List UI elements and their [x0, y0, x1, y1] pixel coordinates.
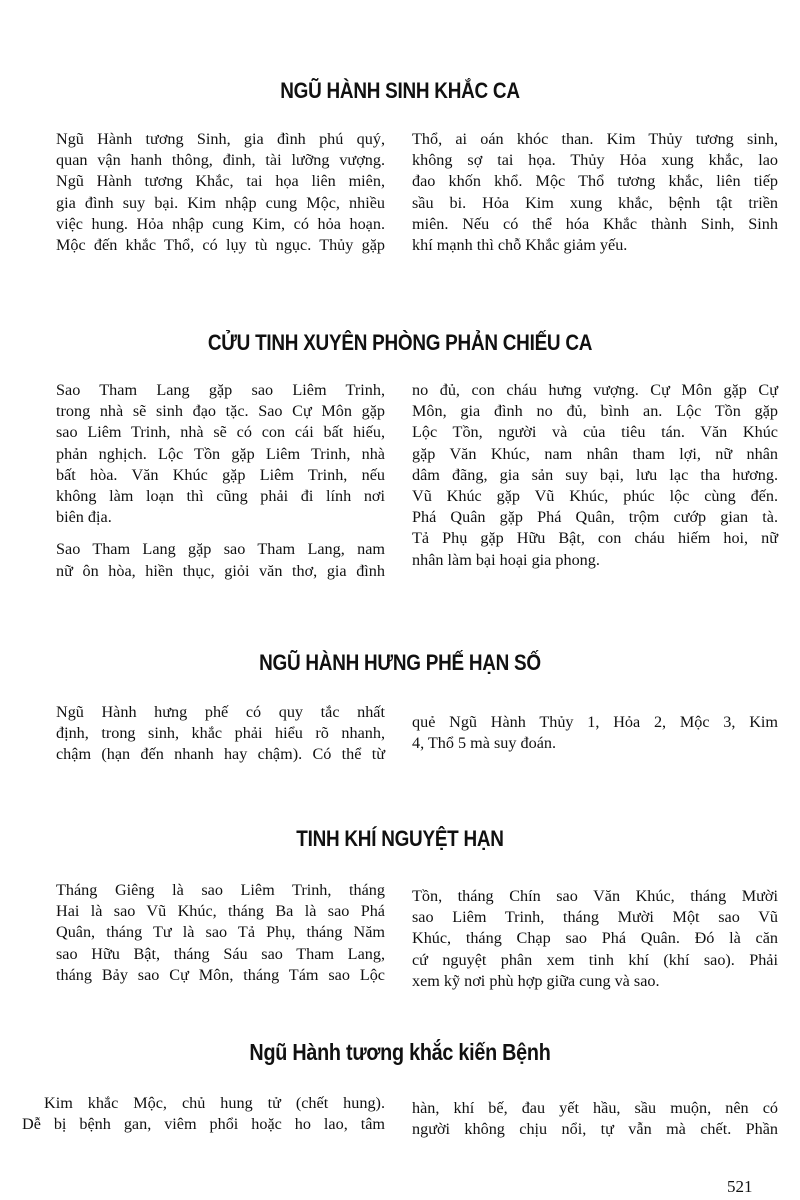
paragraph — [22, 880, 385, 986]
section-2-right-column — [412, 380, 778, 571]
text-line: gặp Văn Khúc, nam nhân tham lợi, nữ nhân — [412, 444, 778, 463]
text-line: quẻ Ngũ Hành Thủy 1, Hỏa 2, Mộc 3, Kim — [412, 713, 778, 731]
text-line: Dễ bị bệnh gan, viêm phổi hoặc ho lao, tâm — [22, 1115, 385, 1134]
paragraph — [412, 129, 778, 256]
page-number: 521 — [727, 1177, 753, 1196]
text-line: Kim khắc Mộc, chủ hung tử (chết hung). — [44, 1094, 385, 1112]
text-line: nhân làm bại hoại gia phong. — [412, 550, 600, 569]
section-3-right-column — [412, 712, 778, 754]
text-line: nữ ôn hòa, hiền thục, giỏi văn thơ, gia đình — [56, 561, 385, 580]
text-line: Lộc Tồn, người và của tiêu tán. Văn Khúc — [412, 423, 778, 442]
text-line: Quân, tháng Tư là sao Tả Phụ, tháng Năm — [56, 923, 385, 942]
text-line: Sao Tham Lang gặp sao Tham Lang, nam — [56, 540, 385, 559]
paragraph — [22, 539, 385, 581]
section-5-right-column — [412, 1098, 778, 1140]
paragraph — [22, 129, 385, 256]
text-line: định, trong sinh, khắc phải hiểu rõ nhanh, — [56, 724, 385, 743]
section-1-right-column — [412, 129, 778, 256]
paragraph — [412, 712, 778, 754]
paragraph — [412, 380, 778, 571]
paragraph — [412, 1098, 778, 1140]
paragraph — [22, 1093, 385, 1135]
section-4-right-column — [412, 886, 778, 992]
text-line: sao Hữu Bật, tháng Sáu sao Tham Lang, — [56, 944, 385, 963]
section-1-left-column — [22, 129, 385, 256]
section-title: NGŨ HÀNH SINH KHẮC CA — [280, 78, 520, 103]
text-line: bất hòa. Văn Khúc gặp Liêm Trinh, nếu — [56, 465, 385, 484]
text-line: Ngũ Hành hưng phế có quy tắc nhất — [56, 703, 385, 721]
text-line: Tả Phụ gặp Hữu Bật, con cháu hiếm hoi, nữ — [412, 529, 778, 548]
text-line: cứ nguyệt phân xem tinh khí (khí sao). Phải — [412, 950, 778, 969]
text-line: Ngũ Hành tương Sinh, gia đình phú quý, — [56, 130, 385, 148]
text-line: tháng Bảy sao Cự Môn, tháng Tám sao Lộc — [56, 965, 385, 984]
text-line: Khúc, tháng Chạp sao Phá Quân. Đó là căn — [412, 929, 778, 948]
text-line: gia đình suy bại. Kim nhập cung Mộc, nhiều — [56, 193, 385, 212]
text-line: 4, Thổ 5 mà suy đoán. — [412, 734, 557, 753]
section-title: Ngũ Hành tương khắc kiến Bệnh — [249, 1039, 551, 1065]
text-line: chậm (hạn đến nhanh hay chậm). Có thể từ — [56, 745, 385, 764]
text-line: quan vận hanh thông, đinh, tài lưỡng vượng. — [56, 151, 385, 170]
text-line: biên địa. — [56, 508, 112, 527]
paragraph — [412, 886, 778, 992]
text-line: Tháng Giêng là sao Liêm Trinh, tháng — [56, 881, 385, 899]
text-line: miên. Nếu có thể hóa Khắc thành Sinh, Sinh — [412, 214, 778, 233]
text-line: khí mạnh thì chỗ Khắc giảm yếu. — [412, 236, 628, 255]
section-4-left-column — [22, 880, 385, 986]
text-line: Sao Tham Lang gặp sao Liêm Trinh, — [56, 381, 385, 399]
text-line: Phá Quân gặp Phá Quân, trộm cướp gian tà. — [412, 508, 778, 527]
paragraph — [22, 380, 385, 528]
text-line: sao Liêm Trinh, nhà sẽ có con cái bất hiếu, — [56, 423, 385, 442]
section-title: NGŨ HÀNH HƯNG PHẾ HẠN SỐ — [259, 650, 541, 675]
text-line: người không chịu nổi, tự vẫn mà chết. Phần — [412, 1120, 778, 1139]
section-2-left-column — [22, 380, 385, 582]
text-line: Mộc đến khắc Thổ, có lụy tù ngục. Thủy gặp — [56, 236, 385, 255]
text-line: việc hung. Hỏa nhập cung Kim, có hỏa hoạn. — [56, 214, 385, 233]
text-line: không sợ tai họa. Thủy Hỏa xung khắc, lao — [412, 151, 778, 170]
text-line: sầu bi. Hỏa Kim xung khắc, bệnh tật triền — [412, 193, 778, 212]
text-line: trong nhà sẽ sinh đạo tặc. Sao Cự Môn gặp — [56, 402, 385, 421]
section-5-left-column — [22, 1093, 385, 1135]
text-line: Tồn, tháng Chín sao Văn Khúc, tháng Mười — [412, 887, 778, 905]
section-3-left-column — [22, 702, 385, 766]
text-line: Thổ, ai oán khóc than. Kim Thủy tương sinh, — [412, 130, 778, 148]
text-line: sao Liêm Trinh, tháng Mười Một sao Vũ — [412, 908, 778, 927]
text-line: Hai là sao Vũ Khúc, tháng Ba là sao Phá — [56, 902, 385, 921]
text-line: hàn, khí bế, đau yết hầu, sầu muộn, nên có — [412, 1099, 778, 1117]
text-line: Ngũ Hành tương Khắc, tai họa liên miên, — [56, 172, 385, 191]
text-line: Vũ Khúc gặp Vũ Khúc, phúc lộc cùng đến. — [412, 487, 778, 506]
section-title: CỬU TINH XUYÊN PHÒNG PHẢN CHIẾU CA — [207, 330, 593, 355]
text-line: không làm loạn thì cũng phải đi lính nơi — [56, 487, 385, 506]
text-line: dâm đãng, gia sản suy bại, lưu lạc tha hương. — [412, 465, 778, 484]
paragraph — [22, 702, 385, 766]
text-line: no đủ, con cháu hưng vượng. Cự Môn gặp Cự — [412, 381, 778, 399]
text-line: xem kỹ nơi phù hợp giữa cung và sao. — [412, 971, 660, 990]
section-title: TINH KHÍ NGUYỆT HẠN — [296, 826, 504, 851]
text-line: Môn, gia đình no đủ, bình an. Lộc Tồn gặp — [412, 402, 778, 421]
text-line: đao khốn khổ. Mộc Thổ tương khắc, liên tiếp — [412, 172, 778, 191]
text-line: phản nghịch. Lộc Tồn gặp Liêm Trinh, nhà — [56, 444, 385, 463]
